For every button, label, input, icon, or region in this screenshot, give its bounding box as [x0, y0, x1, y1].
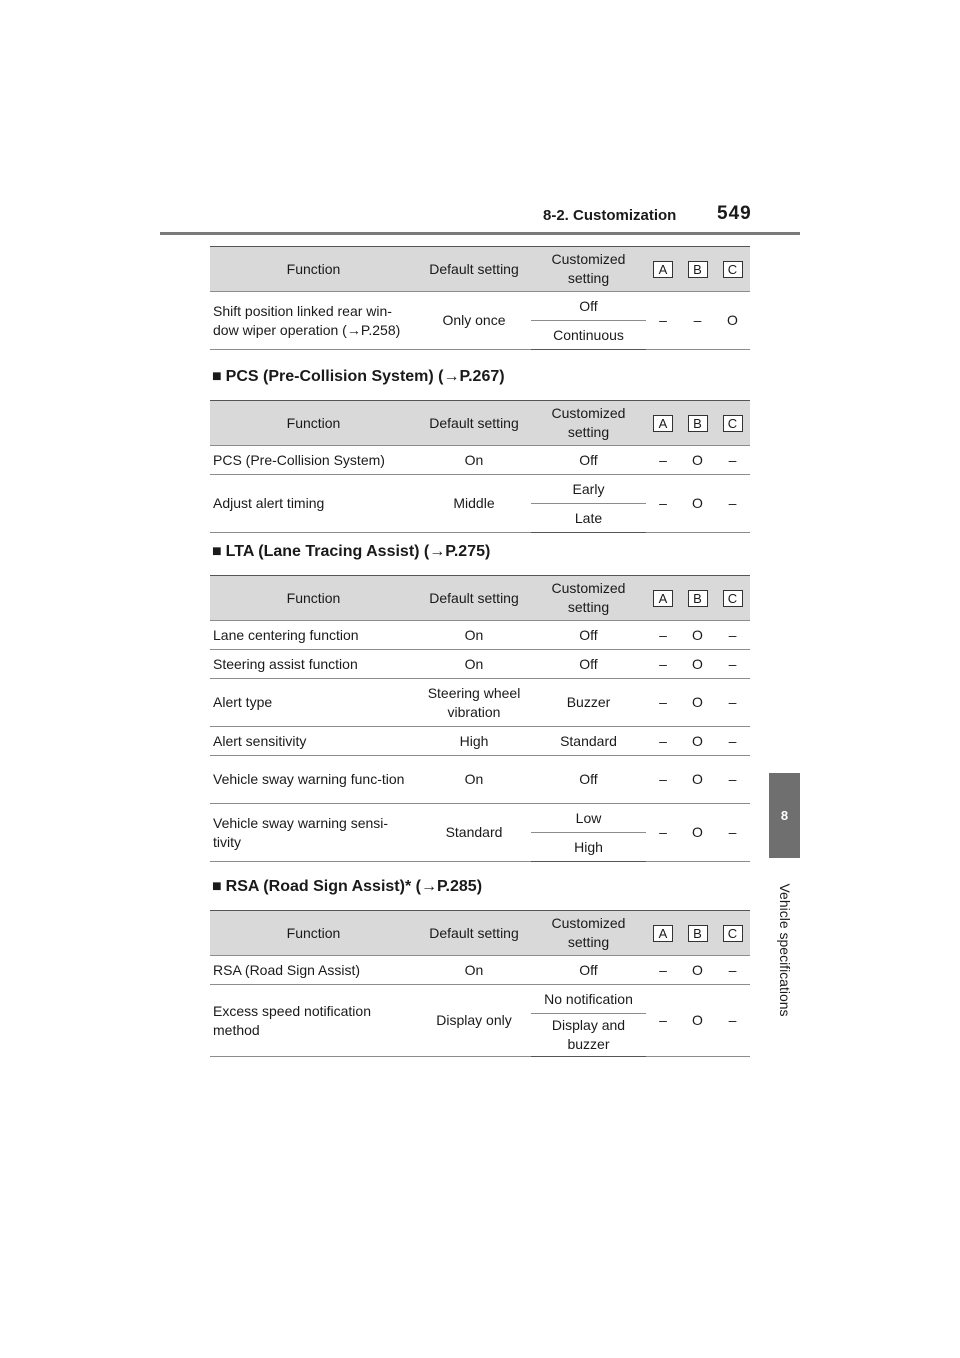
- availability-c-cell: –: [715, 475, 750, 533]
- function-cell: RSA (Road Sign Assist): [210, 956, 417, 985]
- column-header-function: Function: [210, 576, 417, 621]
- section-title: [212, 543, 490, 561]
- default-setting-cell: Steering wheel vibration: [417, 679, 531, 727]
- column-header-default: Default setting: [417, 576, 531, 621]
- function-cell: PCS (Pre-Collision System): [210, 446, 417, 475]
- availability-b-cell: O: [680, 475, 715, 533]
- column-header-default: Default setting: [417, 247, 531, 292]
- availability-c-cell: –: [715, 621, 750, 650]
- availability-a-cell: –: [646, 756, 680, 804]
- customized-setting-cell: Off: [531, 446, 646, 475]
- chapter-title: Vehicle specifications: [777, 883, 793, 1017]
- customized-setting-cell: Continuous: [531, 321, 646, 350]
- customized-setting-cell: No notification: [531, 985, 646, 1014]
- availability-a-cell: –: [646, 621, 680, 650]
- availability-c-cell: –: [715, 956, 750, 985]
- column-header-b: [680, 911, 715, 956]
- square-bullet-icon: ■: [212, 543, 222, 560]
- availability-a-cell: –: [646, 804, 680, 862]
- availability-a-cell: –: [646, 956, 680, 985]
- availability-a-cell: –: [646, 985, 680, 1057]
- header-rule: [160, 232, 800, 235]
- column-header-function: Function: [210, 247, 417, 292]
- default-setting-cell: On: [417, 446, 531, 475]
- table-row: [210, 756, 750, 804]
- function-cell: Vehicle sway warning sensi-tivity: [210, 804, 417, 862]
- key-c-icon: C: [723, 925, 743, 942]
- function-cell: Steering assist function: [210, 650, 417, 679]
- customized-setting-cell: Off: [531, 756, 646, 804]
- availability-b-cell: O: [680, 621, 715, 650]
- default-setting-cell: On: [417, 621, 531, 650]
- customized-setting-cell: Off: [531, 292, 646, 321]
- default-setting-cell: Middle: [417, 475, 531, 533]
- section-header: 8-2. Customization: [543, 207, 677, 224]
- function-cell: Lane centering function: [210, 621, 417, 650]
- availability-a-cell: –: [646, 475, 680, 533]
- column-header-b: [680, 576, 715, 621]
- chapter-number: 8: [780, 808, 789, 823]
- section-title: [212, 878, 482, 896]
- availability-a-cell: –: [646, 727, 680, 756]
- key-b-icon: B: [688, 590, 708, 607]
- customized-setting-cell: High: [531, 833, 646, 862]
- function-cell: Adjust alert timing: [210, 475, 417, 533]
- key-b-icon: B: [688, 261, 708, 278]
- column-header-function: Function: [210, 401, 417, 446]
- key-c-icon: C: [723, 261, 743, 278]
- availability-a-cell: –: [646, 446, 680, 475]
- settings-table: [210, 246, 750, 350]
- column-header-customized: Customized setting: [531, 576, 646, 621]
- section-title-text: LTA (Lane Tracing Assist) (→P.275): [225, 543, 491, 560]
- section-title: [212, 368, 505, 386]
- availability-c-cell: –: [715, 727, 750, 756]
- availability-c-cell: –: [715, 446, 750, 475]
- column-header-a: [646, 576, 680, 621]
- availability-b-cell: O: [680, 804, 715, 862]
- key-a-icon: A: [653, 415, 673, 432]
- availability-a-cell: –: [646, 679, 680, 727]
- column-header-a: [646, 401, 680, 446]
- settings-table: [210, 910, 750, 1057]
- availability-a-cell: –: [646, 650, 680, 679]
- availability-c-cell: –: [715, 679, 750, 727]
- table-row: [210, 475, 750, 504]
- availability-c-cell: O: [715, 292, 750, 350]
- customized-setting-cell: Off: [531, 621, 646, 650]
- table-row: [210, 985, 750, 1014]
- key-a-icon: A: [653, 925, 673, 942]
- key-a-icon: A: [653, 261, 673, 278]
- column-header-b: [680, 401, 715, 446]
- availability-a-cell: –: [646, 292, 680, 350]
- column-header-a: [646, 247, 680, 292]
- availability-c-cell: –: [715, 985, 750, 1057]
- column-header-default: Default setting: [417, 401, 531, 446]
- default-setting-cell: On: [417, 650, 531, 679]
- default-setting-cell: On: [417, 756, 531, 804]
- column-header-a: [646, 911, 680, 956]
- column-header-customized: Customized setting: [531, 911, 646, 956]
- availability-c-cell: –: [715, 756, 750, 804]
- availability-b-cell: O: [680, 679, 715, 727]
- availability-b-cell: O: [680, 956, 715, 985]
- availability-b-cell: O: [680, 756, 715, 804]
- availability-b-cell: O: [680, 446, 715, 475]
- column-header-c: [715, 247, 750, 292]
- availability-b-cell: O: [680, 985, 715, 1057]
- function-cell: Shift position linked rear win-dow wiper operation (→P.258): [210, 292, 417, 350]
- function-cell: Alert type: [210, 679, 417, 727]
- table-row: [210, 727, 750, 756]
- section-title-text: RSA (Road Sign Assist)* (→P.285): [225, 878, 483, 895]
- table-row: [210, 956, 750, 985]
- table-header-row: [210, 911, 750, 956]
- customized-setting-cell: Early: [531, 475, 646, 504]
- table-header-row: [210, 247, 750, 292]
- column-header-c: [715, 401, 750, 446]
- availability-b-cell: O: [680, 727, 715, 756]
- column-header-customized: Customized setting: [531, 247, 646, 292]
- availability-b-cell: –: [680, 292, 715, 350]
- key-c-icon: C: [723, 590, 743, 607]
- function-cell: Alert sensitivity: [210, 727, 417, 756]
- default-setting-cell: Display only: [417, 985, 531, 1057]
- customized-setting-cell: Standard: [531, 727, 646, 756]
- table-row: [210, 804, 750, 833]
- square-bullet-icon: ■: [212, 878, 222, 895]
- key-b-icon: B: [688, 415, 708, 432]
- customized-setting-cell: Off: [531, 956, 646, 985]
- table-row: [210, 621, 750, 650]
- customized-setting-cell: Low: [531, 804, 646, 833]
- default-setting-cell: Only once: [417, 292, 531, 350]
- default-setting-cell: On: [417, 956, 531, 985]
- settings-table: [210, 400, 750, 533]
- table-row: [210, 679, 750, 727]
- column-header-c: [715, 576, 750, 621]
- default-setting-cell: High: [417, 727, 531, 756]
- table-row: [210, 292, 750, 321]
- availability-c-cell: –: [715, 650, 750, 679]
- function-cell: Excess speed notification method: [210, 985, 417, 1057]
- column-header-default: Default setting: [417, 911, 531, 956]
- availability-b-cell: O: [680, 650, 715, 679]
- customized-setting-cell: Buzzer: [531, 679, 646, 727]
- function-cell: Vehicle sway warning func-tion: [210, 756, 417, 804]
- default-setting-cell: Standard: [417, 804, 531, 862]
- availability-c-cell: –: [715, 804, 750, 862]
- square-bullet-icon: ■: [212, 368, 222, 385]
- column-header-c: [715, 911, 750, 956]
- key-b-icon: B: [688, 925, 708, 942]
- section-title-text: PCS (Pre-Collision System) (→P.267): [225, 368, 505, 385]
- column-header-customized: Customized setting: [531, 401, 646, 446]
- chapter-tab: [769, 773, 800, 858]
- page-number: 549: [717, 203, 752, 224]
- column-header-function: Function: [210, 911, 417, 956]
- table-header-row: [210, 576, 750, 621]
- table-header-row: [210, 401, 750, 446]
- key-c-icon: C: [723, 415, 743, 432]
- customized-setting-cell: Off: [531, 650, 646, 679]
- settings-table: [210, 575, 750, 862]
- table-row: [210, 446, 750, 475]
- column-header-b: [680, 247, 715, 292]
- table-row: [210, 650, 750, 679]
- key-a-icon: A: [653, 590, 673, 607]
- customized-setting-cell: Display and buzzer: [531, 1014, 646, 1057]
- customized-setting-cell: Late: [531, 504, 646, 533]
